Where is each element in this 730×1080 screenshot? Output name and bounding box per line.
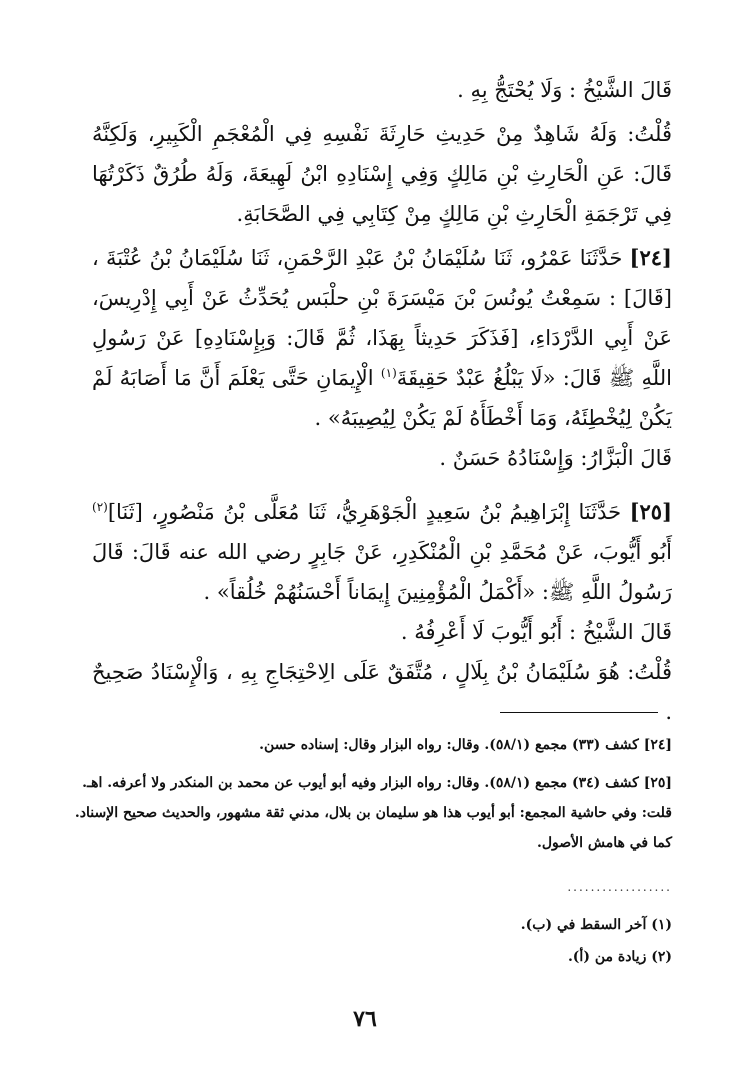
footnote-ref-2: (٢)	[92, 500, 108, 514]
hadith-25-text-b: أَبُو أَيُّوبَ، عَنْ مُحَمَّدِ بْنِ الْمُنْكَدِرِ، عَنْ جَابِرٍ رضي الله عنه قَالَ: قَالَ رَسُولُ اللَّهِ ﷺ: «أَكْمَلُ الْمُؤْمِنِينَ إِيمَاناً أَحْسَنُهُمْ خُلُقاً» .	[92, 540, 672, 604]
note-24: [٢٤] كشف (٣٣) مجمع (٥٨/١). وقال: رواه البزار وقال: إسناده حسن.	[259, 737, 672, 753]
footnote-2: (٢) زيادة من (أ).	[567, 949, 672, 965]
footnote-separator: ..................	[567, 880, 672, 894]
author-comment-1: قُلْتُ: وَلَهُ شَاهِدٌ مِنْ حَدِيثِ حَارِثَةَ نَفْسِهِ فِي الْمُعْجَمِ الْكَبِيرِ، وَلَكِنَّهُ قَالَ: عَنِ الْحَارِثِ بْنِ مَالِكٍ وَفِي إِسْنَادِهِ ابْنُ لَهِيعَةَ، وَلَهُ طُرُقٌ ذَكَرْتُهَا فِي تَرْجَمَةِ الْحَارِثِ بْنِ مَالِكٍ مِنْ كِتَابِي فِي الصَّحَابَةِ.	[92, 122, 672, 226]
takhrij-notes	[66, 730, 672, 858]
hadith-24-text-b: الْإِيمَانِ حَتَّى يَعْلَمَ أَنَّ مَا أَصَابَهُ لَمْ يَكُنْ لِيُخْطِئَهُ، وَمَا أَخْطَأَهُ لَمْ يَكُنْ لِيُصِيبَهُ» .	[92, 366, 672, 430]
sheikh-comment-2: قَالَ الشَّيْخُ : أَبُو أَيُّوبَ لَا أَعْرِفُهُ .	[400, 620, 672, 644]
footnote-1: (١) آخر السقط في (ب).	[520, 917, 672, 933]
notes-divider	[500, 712, 658, 713]
author-comment-2: قُلْتُ: هُوَ سُلَيْمَانُ بْنُ بِلَالٍ ، مُتَّفَقٌ عَلَى الِاحْتِجَاجِ بِهِ ، وَالْإِسْنَادُ صَحِيحٌ .	[92, 660, 672, 724]
sheikh-comment-1: قَالَ الشَّيْخُ : وَلَا يُحْتَجُّ بِهِ .	[457, 78, 672, 102]
hadith-25	[92, 492, 672, 612]
main-text	[92, 70, 672, 732]
hadith-25-number: [٢٥]	[629, 499, 672, 524]
hadith-24-text-a: حَدَّثَنَا عَمْرُو، ثَنَا سُلَيْمَانُ بْنُ عَبْدِ الرَّحْمَنِ، ثَنَا سُلَيْمَانُ بْنُ عُتْبَةَ ، [قَالَ] : سَمِعْتُ يُونُسَ بْنَ مَيْسَرَةَ بْنِ حلْبَس يُحَدِّثُ عَنْ أَبِي إِدْرِيسَ، عَنْ أَبِي الدَّرْدَاءِ، [فَذَكَرَ حَدِيثاً بِهَذَا، ثُمَّ قَالَ: وَبِإِسْنَادِهِ] عَنْ رَسُولِ اللَّهِ ﷺ قَالَ: «لَا يَبْلُغُ عَبْدٌ حَقِيقَةَ	[92, 246, 672, 390]
note-25: [٢٥] كشف (٣٤) مجمع (٥٨/١). وقال: رواه البزار وفيه أبو أيوب عن محمد بن المنكدر ولا أعرفه. اهـ. قلت: وفي حاشية المجمع: أبو أيوب هذا هو سليمان بن بلال، مدني ثقة مشهور، والحديث صحيح الإسناد. كما في هامش الأصول.	[74, 775, 672, 851]
hadith-24-number: [٢٤]	[629, 245, 672, 270]
bazzar-comment: قَالَ الْبَزَّارُ: وَإِسْنَادُهُ حَسَنٌ .	[439, 446, 672, 470]
hadith-24	[92, 238, 672, 438]
footnote-ref-1: (١)	[380, 366, 397, 380]
hadith-25-text-a: حَدَّثَنَا إِبْرَاهِيمُ بْنُ سَعِيدٍ الْجَوْهَرِيُّ، ثَنَا مُعَلَّى بْنُ مَنْصُورٍ، [ثَنَا]	[107, 500, 622, 524]
page-number: ٧٦	[353, 1006, 377, 1032]
